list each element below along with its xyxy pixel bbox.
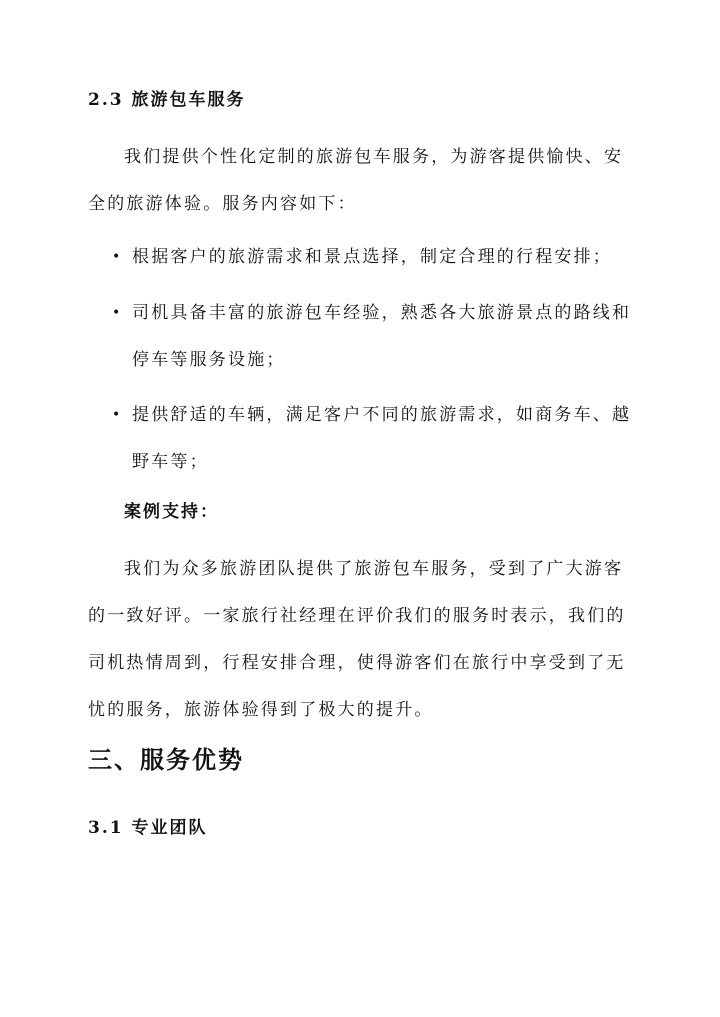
case-support-label: 案例支持： (124, 502, 219, 522)
bullet-text: 根据客户的旅游需求和景点选择，制定合理的行程安排； (132, 247, 612, 267)
bullet-item (112, 234, 632, 281)
bullet-dot: • (112, 305, 123, 321)
bullet-dot: • (112, 407, 123, 423)
section-heading-2-3: 2.3 旅游包车服务 (88, 90, 246, 110)
case-paragraph: 我们为众多旅游团队提供了旅游包车服务，受到了广大游客的一致好评。一家旅行社经理在评价我们的服务时表示，我们的司机热情周到，行程安排合理，使得游客们在旅行中享受到了无忧的服务，旅游体验得到了极大的提升。 (88, 559, 626, 720)
bullet-text: 提供舒适的车辆，满足客户不同的旅游需求，如商务车、越野车等； (132, 405, 632, 472)
bullet-text: 司机具备丰富的旅游包车经验，熟悉各大旅游景点的路线和停车等服务设施； (132, 303, 632, 370)
bullet-dot: • (112, 249, 123, 265)
section-heading-3-1: 3.1 专业团队 (88, 818, 208, 838)
bullet-item (112, 392, 632, 486)
intro-paragraph: 我们提供个性化定制的旅游包车服务，为游客提供愉快、安全的旅游体验。服务内容如下： (88, 147, 624, 214)
bullet-item (112, 290, 632, 384)
section-heading-3: 三、服务优势 (88, 745, 244, 774)
